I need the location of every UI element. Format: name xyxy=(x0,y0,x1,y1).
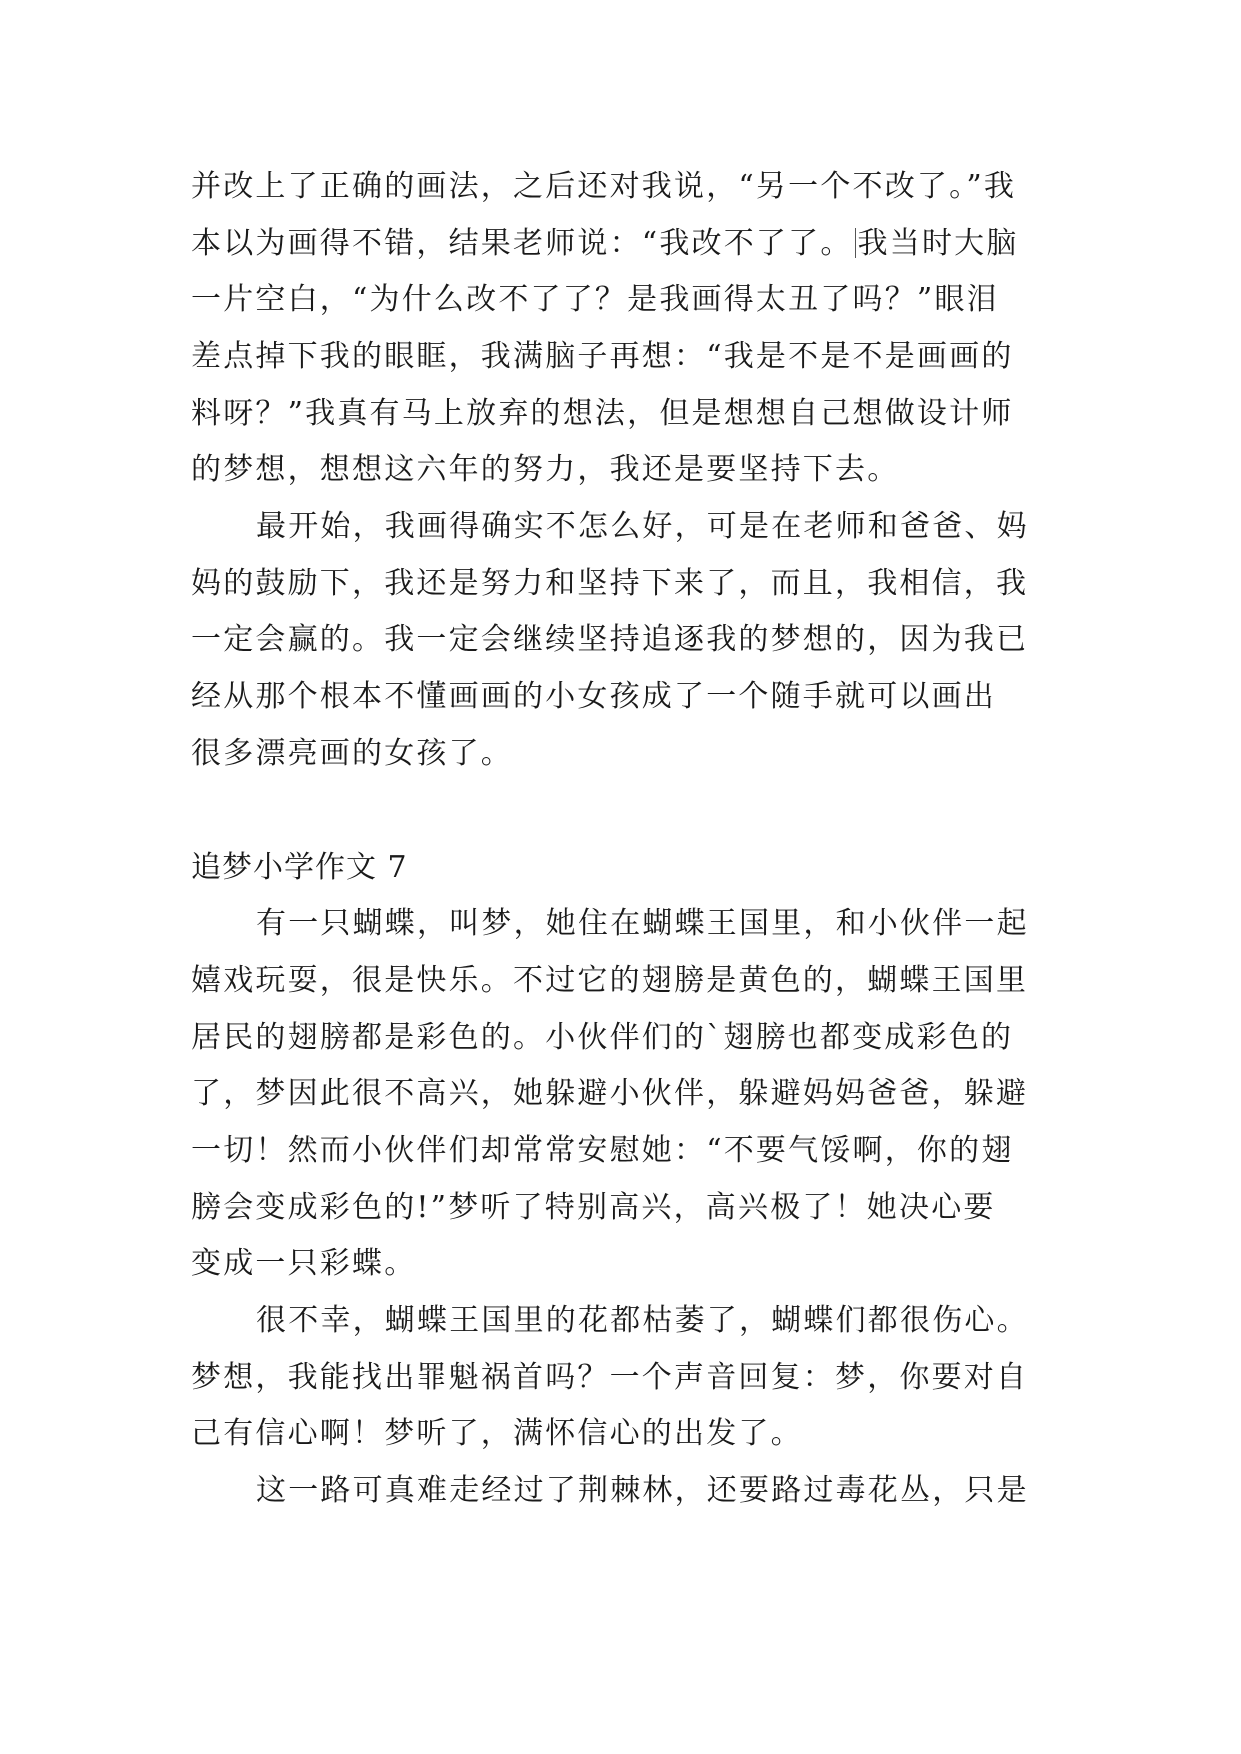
text-line: 己有信心啊！梦听了，满怀信心的出发了。 xyxy=(191,1416,803,1451)
text-line: 一切！然而小伙伴们却常常安慰她：“不要气馁啊，你的翅 xyxy=(191,1133,1014,1168)
text-line: 变成一只彩蝶。 xyxy=(191,1246,417,1281)
text-line: 的梦想，想想这六年的努力，我还是要坚持下去。 xyxy=(191,452,900,487)
text-line: 很多漂亮画的女孩了。 xyxy=(191,736,513,771)
text-line: 一片空白，“为什么改不了了？是我画得太丑了吗？”眼泪 xyxy=(191,282,999,317)
text-line: 嬉戏玩耍，很是快乐。不过它的翅膀是黄色的，蝴蝶王国里 xyxy=(191,963,1029,998)
text-cursor xyxy=(855,228,856,258)
text-line: 了，梦因此很不高兴，她躲避小伙伴，躲避妈妈爸爸，躲避 xyxy=(191,1076,1029,1111)
text-line: 料呀？”我真有马上放弃的想法，但是想想自己想做设计师 xyxy=(191,396,1014,431)
text-line: 梦想，我能找出罪魁祸首吗？一个声音回复：梦，你要对自 xyxy=(191,1360,1029,1395)
text-line: 最开始，我画得确实不怎么好，可是在老师和爸爸、妈 xyxy=(256,509,1029,544)
text-line: 差点掉下我的眼眶，我满脑子再想：“我是不是不是画画的 xyxy=(191,339,1014,374)
text-line: 一定会赢的。我一定会继续坚持追逐我的梦想的，因为我已 xyxy=(191,622,1029,657)
section-heading: 追梦小学作文 7 xyxy=(191,850,408,885)
text-line: 有一只蝴蝶，叫梦，她住在蝴蝶王国里，和小伙伴一起 xyxy=(256,906,1029,941)
text-segment: 我当时大脑 xyxy=(857,226,1019,261)
text-line: 这一路可真难走经过了荆棘林，还要路过毒花丛，只是 xyxy=(256,1473,1029,1508)
text-line: 妈的鼓励下，我还是努力和坚持下来了，而且，我相信，我 xyxy=(191,566,1029,601)
text-segment: 本以为画得不错，结果老师说：“我改不了了。 xyxy=(191,226,853,261)
text-line: 居民的翅膀都是彩色的。小伙伴们的`翅膀也都变成彩色的 xyxy=(191,1020,1014,1055)
text-line: 很不幸，蝴蝶王国里的花都枯萎了，蝴蝶们都很伤心。 xyxy=(256,1303,1029,1338)
text-line xyxy=(191,224,1071,264)
text-line: 膀会变成彩色的!”梦听了特别高兴，高兴极了！她决心要 xyxy=(191,1190,996,1225)
text-line: 经从那个根本不懂画画的小女孩成了一个随手就可以画出 xyxy=(191,679,996,714)
text-line: 并改上了正确的画法，之后还对我说，“另一个不改了。”我 xyxy=(191,169,1017,204)
